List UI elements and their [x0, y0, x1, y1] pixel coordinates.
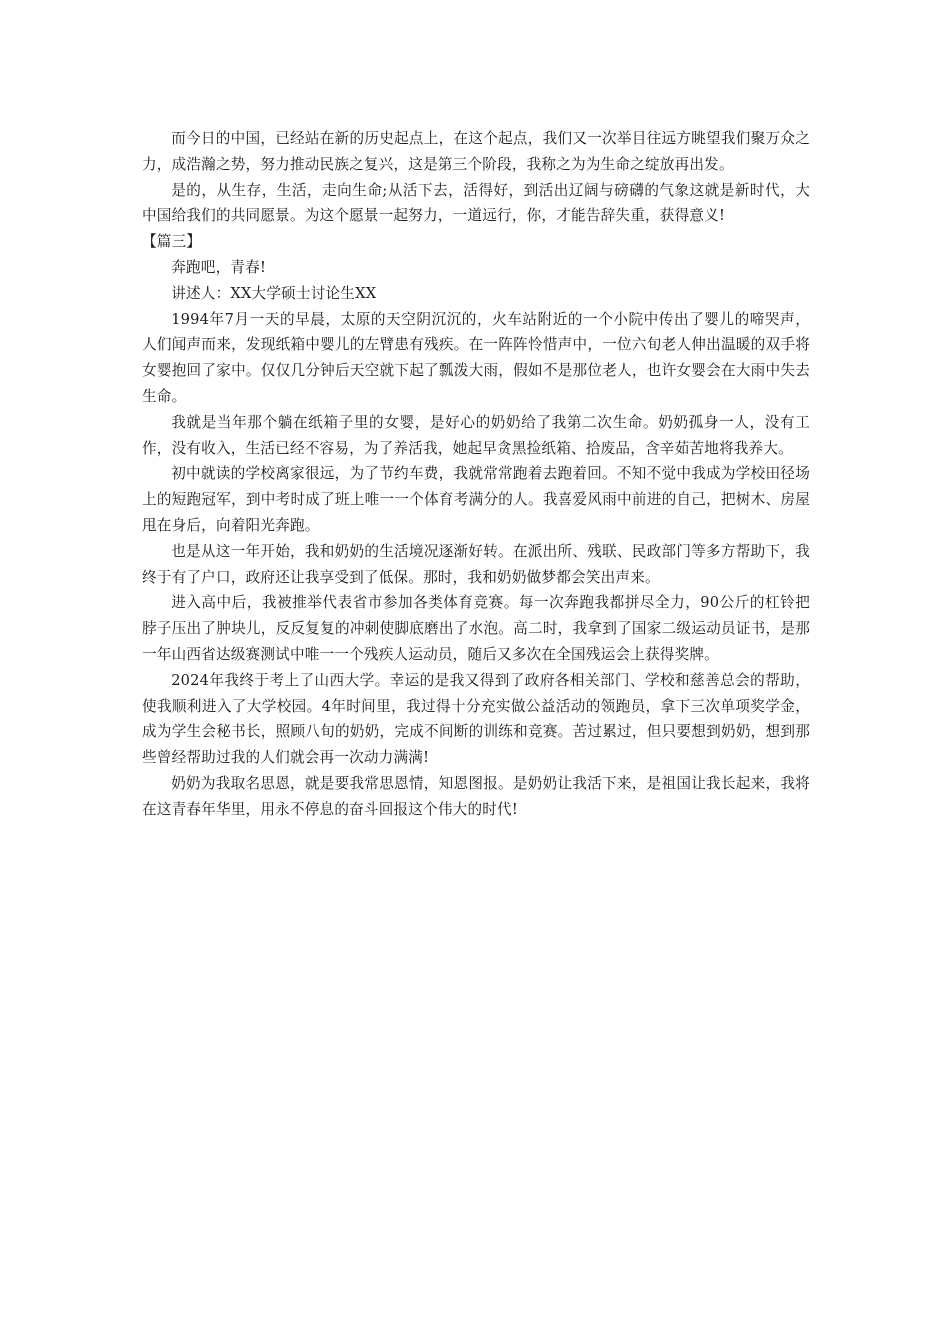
paragraph: 我就是当年那个躺在纸箱子里的女婴，是好心的奶奶给了我第二次生命。奶奶孤身一人，没有工作，没有收入，生活已经不容易，为了养活我，她起早贪黑捡纸箱、拾废品，含辛茹苦地将我养大。 [142, 413, 810, 457]
paragraph: 进入高中后，我被推举代表省市参加各类体育竞赛。每一次奔跑我都拼尽全力，90公斤的杠铃把脖子压出了肿块儿，反反复复的冲刺使脚底磨出了水泡。高二时，我拿到了国家二级运动员证书，是那一年山西省达级赛测试中唯一一个残疾人运动员，随后又多次在全国残运会上获得奖牌。 [142, 594, 810, 663]
paragraph: 是的，从生存，生活，走向生命;从活下去，活得好，到活出辽阔与磅礴的气象这就是新时代，大中国给我们的共同愿景。为这个愿景一起努力，一道远行，你，才能告辞失重，获得意义! [142, 181, 810, 225]
paragraph: 2024年我终于考上了山西大学。幸运的是我又得到了政府各相关部门、学校和慈善总会的帮助，使我顺利进入了大学校园。4年时间里，我过得十分充实做公益活动的领跑员，拿下三次单项奖学金，成为学生会秘书长，照顾八旬的奶奶，完成不间断的训练和竞赛。苦过累过，但只要想到奶奶，想到那些曾经帮助过我的人们就会再一次动力满满! [142, 671, 810, 767]
narrator-line: 讲述人：XX大学硕士讨论生XX [171, 284, 377, 302]
paragraph: 奶奶为我取名思恩，就是要我常思恩情，知恩图报。是奶奶让我活下来，是祖国让我长起来，我将在这青春年华里，用永不停息的奋斗回报这个伟大的时代! [142, 774, 810, 818]
paragraph: 也是从这一年开始，我和奶奶的生活境况逐渐好转。在派出所、残联、民政部门等多方帮助下，我终于有了户口，政府还让我享受到了低保。那时，我和奶奶做梦都会笑出声来。 [142, 542, 810, 586]
paragraph: 而今日的中国，已经站在新的历史起点上，在这个起点，我们又一次举目往远方眺望我们聚万众之力，成浩瀚之势，努力推动民族之复兴，这是第三个阶段，我称之为为生命之绽放再出发。 [142, 130, 810, 173]
section-heading: 【篇三】 [142, 233, 202, 251]
paragraph: 初中就读的学校离家很远，为了节约车费，我就常常跑着去跑着回。不知不觉中我成为学校田径场上的短跑冠军，到中考时成了班上唯一一个体育考满分的人。我喜爱风雨中前进的自己，把树木、房屋甩在身后，向着阳光奔跑。 [142, 465, 810, 534]
paragraph: 1994年7月一天的早晨，太原的天空阴沉沉的，火车站附近的一个小院中传出了婴儿的啼哭声，人们闻声而来，发现纸箱中婴儿的左臂患有残疾。在一阵阵怜惜声中，一位六旬老人伸出温暖的双手将女婴抱回了家中。仅仅几分钟后天空就下起了瓢泼大雨，假如不是那位老人，也许女婴会在大雨中失去生命。 [142, 310, 810, 405]
document-body [142, 126, 810, 823]
article-title: 奔跑吧，青春! [171, 258, 267, 276]
